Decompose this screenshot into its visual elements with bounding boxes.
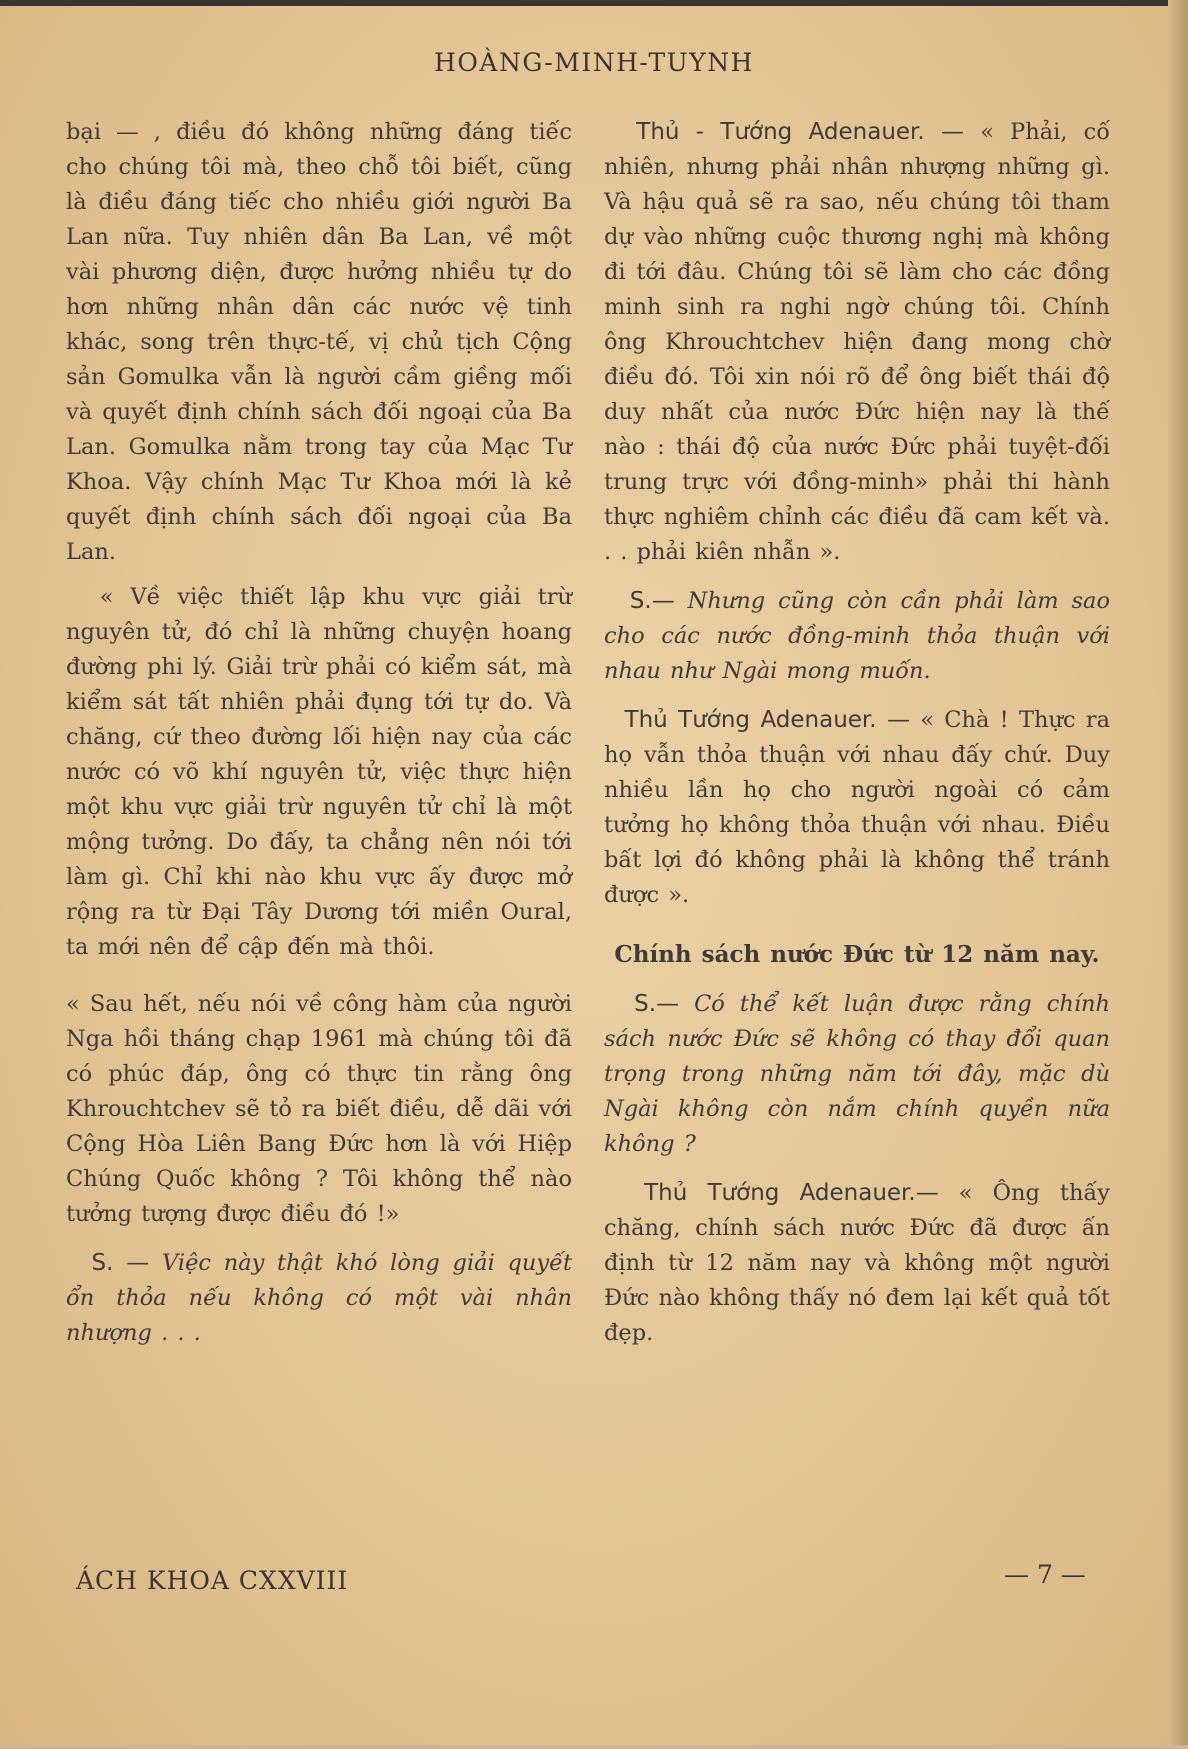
top-edge bbox=[0, 0, 1188, 6]
paragraph bbox=[66, 115, 572, 570]
paragraph-text: bại — , điều đó không những đáng tiếc cho chúng tôi mà, theo chỗ tôi biết, cũng là điều đáng tiếc cho nhiều giới người Ba Lan nữa. Tuy nhiên dân Ba Lan, về một vài phương diện, được hưởng nhiều tự do hơn những nhân dân các nước vệ tinh khác, song trên thực-tế, vị chủ tịch Cộng sản Gomulka vẫn là người cầm giềng mối và quyết định chính sách đối ngoại của Ba Lan. Gomulka nằm trong tay của Mạc Tư Khoa. Vậy chính Mạc Tư Khoa mới là kẻ quyết định chính sách đối ngoại của Ba Lan. bbox=[66, 119, 572, 565]
interview-answer bbox=[604, 703, 1110, 913]
answer-text: « Chà ! Thực ra họ vẫn thỏa thuận với nhau đấy chứ. Duy nhiều lần họ cho người ngoài có cảm tưởng họ không thỏa thuận với nhau. Điều bất lợi đó không phải là không thể tránh được ». bbox=[604, 707, 1110, 908]
paragraph bbox=[66, 987, 572, 1232]
speaker-label: Thủ Tướng Adenauer.— bbox=[644, 1180, 939, 1206]
question-text: Nhưng cũng còn cần phải làm sao cho các nước đồng-minh thỏa thuận với nhau như Ngài mong muốn. bbox=[604, 588, 1111, 684]
running-head: HOÀNG-MINH-TUYNH bbox=[434, 48, 754, 77]
question-text: Việc này thật khó lòng giải quyết ổn thỏa nếu không có một vài nhân nhượng . . . bbox=[66, 1250, 572, 1346]
speaker-label: S. — bbox=[91, 1250, 150, 1276]
interview-question bbox=[66, 1246, 572, 1351]
speaker-label: S.— bbox=[629, 588, 675, 614]
interview-question bbox=[604, 584, 1110, 689]
right-column bbox=[604, 115, 1110, 1361]
left-column bbox=[66, 115, 572, 1361]
interview-question bbox=[604, 987, 1110, 1162]
answer-text: « Ông thấy chăng, chính sách nước Đức đã được ấn định từ 12 năm nay và không một người Đức nào không thấy nó đem lại kết quả tốt đẹp. bbox=[604, 1180, 1110, 1346]
interview-answer bbox=[604, 1176, 1110, 1351]
paragraph-text: « Sau hết, nếu nói về công hàm của người Nga hồi tháng chạp 1961 mà chúng tôi đã có phúc đáp, ông có thực tin rằng ông Khrouchtchev sẽ tỏ ra biết điều, dễ dãi với Cộng Hòa Liên Bang Đức hơn là với Hiệp Chúng Quốc không ? Tôi không thể nào tưởng tượng được điều đó !» bbox=[66, 991, 572, 1227]
interview-answer bbox=[604, 115, 1110, 570]
page-number: — 7 — bbox=[1004, 1560, 1086, 1589]
bottom-edge bbox=[0, 1745, 1188, 1749]
speaker-label: S.— bbox=[634, 991, 680, 1017]
right-page-edge bbox=[1168, 0, 1188, 1749]
footer-publication: ÁCH KHOA CXXVIII bbox=[76, 1566, 349, 1595]
speaker-label: Thủ Tướng Adenauer. — bbox=[624, 707, 910, 733]
answer-text: « Phải, cố nhiên, nhưng phải nhân nhượng những gì. Và hậu quả sẽ ra sao, nếu chúng tôi tham dự vào những cuộc thương nghị mà không đi tới đâu. Chúng tôi sẽ làm cho các đồng minh sinh ra nghi ngờ chúng tôi. Chính ông Khrouchtchev hiện đang mong chờ điều đó. Tôi xin nói rõ để ông biết thái độ duy nhất của nước Đức hiện nay là thế nào : thái độ của nước Đức phải tuyệt-đối trung trực với đồng-minh» phải thi hành thực nghiêm chỉnh các điều đã cam kết và. . . phải kiên nhẫn ». bbox=[604, 119, 1110, 565]
speaker-label: Thủ - Tướng Adenauer. — bbox=[636, 119, 965, 145]
paragraph-text: « Về việc thiết lập khu vực giải trừ nguyên tử, đó chỉ là những chuyện hoang đường phi lý. Giải trừ phải có kiểm sát, mà kiểm sát tất nhiên phải đụng tới tự do. Và chăng, cứ theo đường lối hiện nay của các nước có võ khí nguyên tử, việc thực hiện một khu vực giải trừ nguyên tử chỉ là một mộng tưởng. Do đấy, ta chẳng nên nói tới làm gì. Chỉ khi nào khu vực ấy được mở rộng ra từ Đại Tây Dương tới miền Oural, ta mới nên để cập đến mà thôi. bbox=[66, 584, 572, 960]
section-heading: Chính sách nước Đức từ 12 năm nay. bbox=[614, 941, 1100, 968]
question-text: Có thể kết luận được rằng chính sách nước Đức sẽ không có thay đổi quan trọng trong những năm tới đây, mặc dù Ngài không còn nắm chính quyền nữa không ? bbox=[604, 991, 1111, 1157]
paragraph bbox=[66, 580, 572, 965]
